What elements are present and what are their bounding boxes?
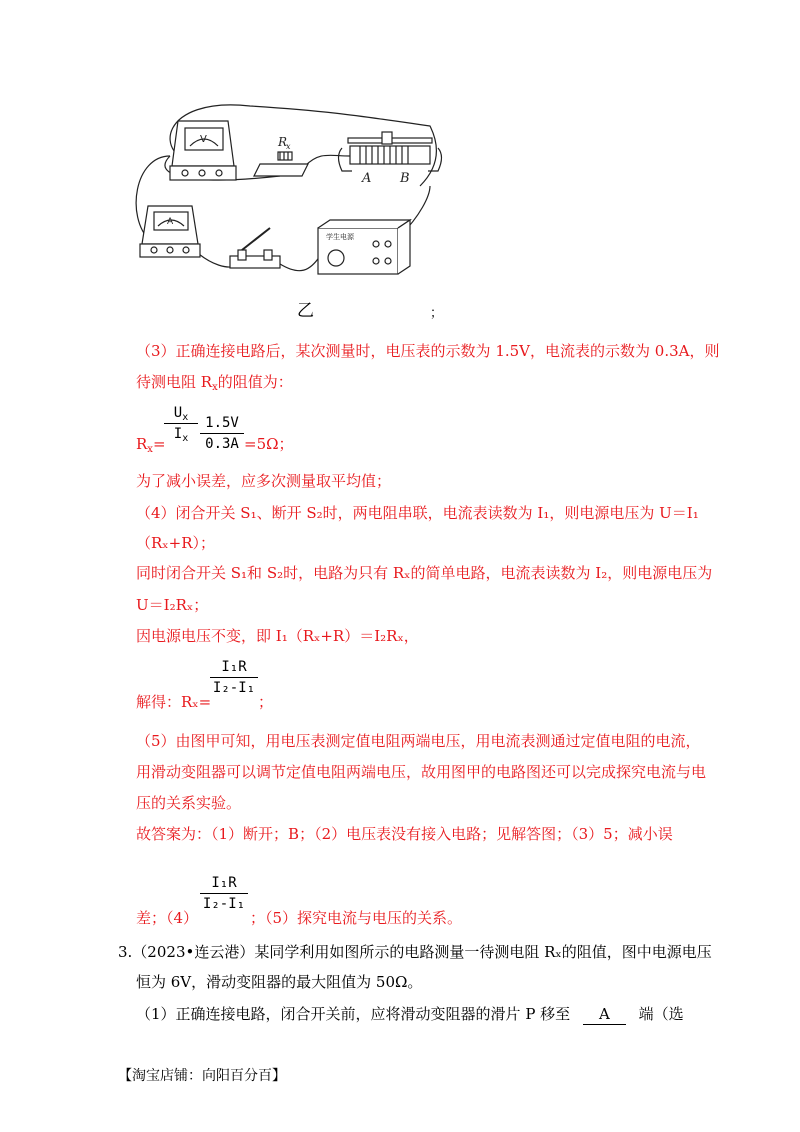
p5-line2: 用滑动变阻器可以调节定值电阻两端电压，故用图甲的电路图还可以完成探究电流与电 [136,763,707,781]
q3-line1: 3.（2023•连云港）某同学利用如图所示的电路测量一待测电阻 Rₓ的阻值，图中电源电压 [118,943,712,961]
rx-label: R [278,135,288,149]
p3-result-value: =5Ω； [244,435,294,453]
q3-line2: 恒为 6V，滑动变阻器的最大阻值为 50Ω。 [136,973,423,991]
circuit-diagram [130,96,450,286]
answer-fraction: I₁R I₂-I₁ [200,874,248,913]
answer-line1: 故答案为：（1）断开；B；（2）电压表没有接入电路；见解答图；（3）5；减小误 [136,825,673,843]
answer-line2-post: ；（5）探究电流与电压的关系。 [250,909,463,927]
q3-line3: （1）正确连接电路，闭合开关前，应将滑动变阻器的滑片 P 移至 A 端（选 [136,1005,684,1023]
figure-label: 乙 [297,301,314,321]
p4-solve-semicolon: ； [258,693,274,711]
ammeter [140,206,200,257]
p4-solve-label: 解得：Rₓ= [136,693,212,711]
switch [230,228,280,268]
rheostat [339,132,442,186]
rheostat-b-label: B [400,171,410,186]
p4-solve-fraction: I₁R I₂-I₁ [210,658,258,697]
q3-answer-blank: A [583,1004,626,1025]
voltmeter [170,121,236,180]
wire-rx [305,155,350,166]
p4-line4: U＝I₂Rₓ； [136,596,209,614]
p5-line3: 压的关系实验。 [136,794,242,812]
p3-line1: （3）正确连接电路后，某次测量时，电压表的示数为 1.5V，电流表的示数为 0.3A，则 [136,342,720,360]
resistor-rx [254,135,308,176]
power-supply-label: 学生电源 [326,233,354,241]
footer-shop: 【淘宝店铺：向阳百分百】 [118,1068,286,1084]
p3-result: $R_x=$ [136,435,166,455]
p3-fraction-ux-ix: $U_x$ $I_x$ [164,404,198,443]
p3-fraction-values: 1.5V 0.3A [200,414,244,453]
p3-line2: 待测电阻 $R_x$的阻值为： [136,373,293,393]
answer-line2-pre: 差；（4） [136,909,199,927]
voltmeter-symbol: V [200,134,207,145]
rheostat-a-label: A [362,171,372,186]
wire-switch [280,256,320,271]
p5-line1: （5）由图甲可知，用电压表测定值电阻两端电压，用电流表测通过定值电阻的电流， [136,732,701,750]
p4-line3: 同时闭合开关 S₁和 S₂时，电路为只有 Rₓ的简单电路，电流表读数为 I₂，则电源电压为 [136,564,713,582]
p4-line2: （Rₓ+R）； [136,534,216,552]
figure-semicolon: ； [430,306,444,321]
ammeter-symbol: A [167,217,174,227]
p4-line1: （4）闭合开关 S₁、断开 S₂时，两电阻串联，电流表读数为 I₁，则电源电压为 U＝I₁ [136,504,699,522]
rx-sub: x [286,142,291,151]
p4-line5: 因电源电压不变，即 I₁（Rₓ+R）＝I₂Rₓ， [136,627,419,645]
power-supply [318,220,410,274]
p3-line4: 为了减小误差，应多次测量取平均值； [136,472,392,490]
